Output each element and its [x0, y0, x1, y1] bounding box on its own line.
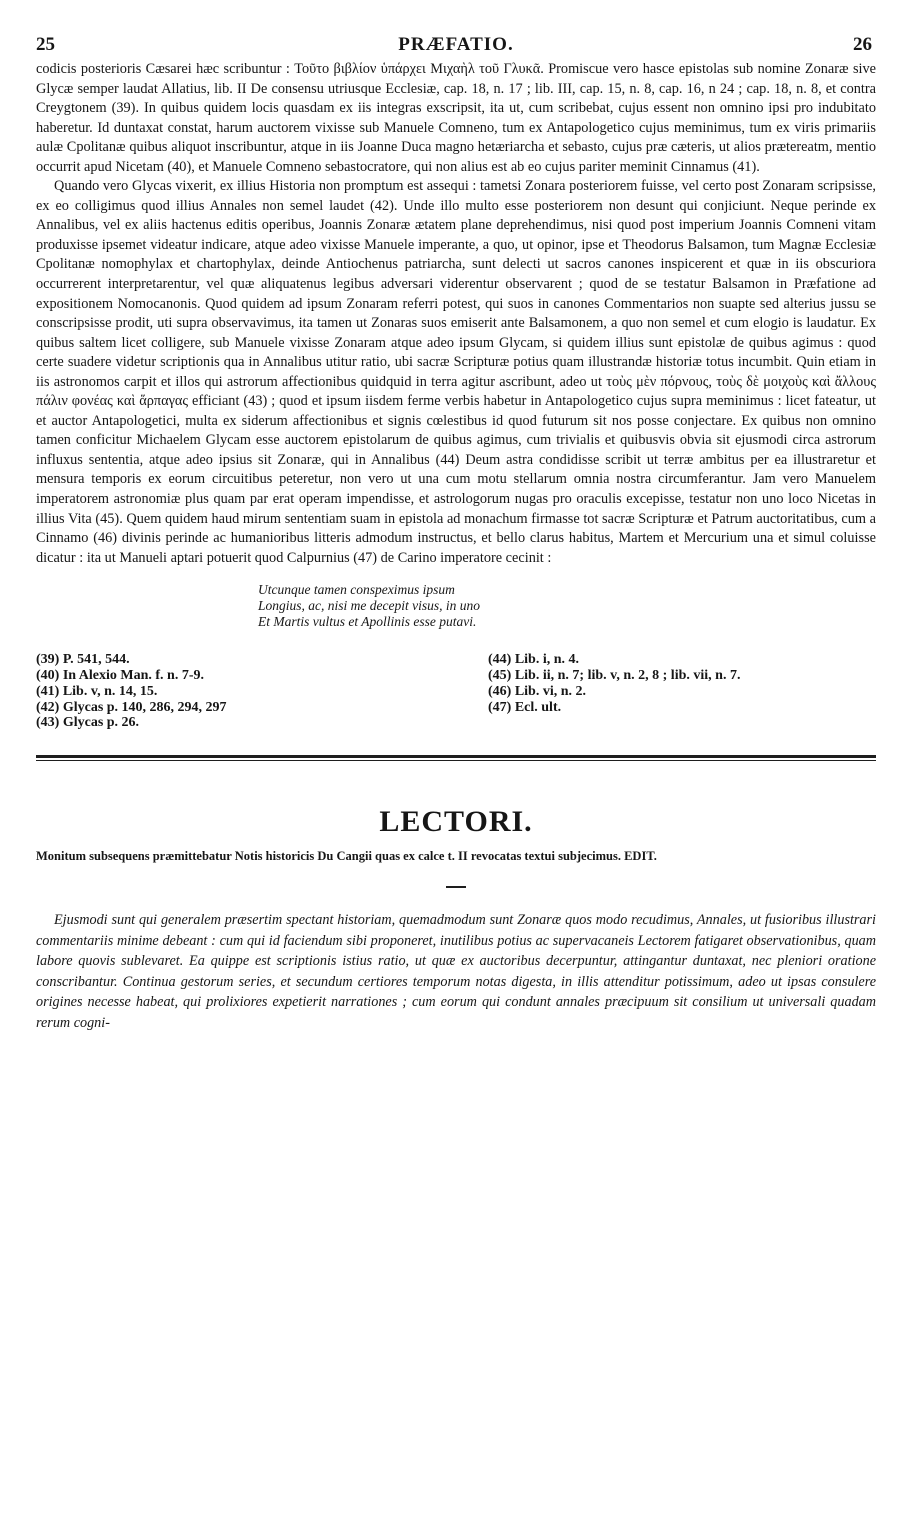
short-dash-divider	[446, 886, 466, 888]
page	[36, 32, 876, 1047]
section-divider	[36, 755, 876, 761]
footnote: (41) Lib. v, n. 14, 15.	[36, 683, 158, 699]
footnote: (45) Lib. ii, n. 7; lib. v, n. 2, 8 ; lib. vii, n. 7.	[488, 668, 741, 684]
footnote: (44) Lib. i, n. 4.	[488, 652, 580, 668]
paragraph-1: codicis posterioris Cæsarei hæc scribuntur : Τοῦτο βιβλίον ὑπάρχει Μιχαὴλ τοῦ Γλυκᾶ. Promiscue vero hasce epistolas sub nomine Zonaræ sive Glycæ semper laudat Allatius, lib. II De consensu utriusque Ecclesiæ, cap. 18, n. 17 ; lib. III, cap. 15, n. 8, cap. 16, n 24 ; cap. 18, n. 8, et contra Creygtonem (39). In quibus quidem locis quasdam ex iis integras exscripsit, ita ut, cum scribebat, cujus essent non omnino ipsi pro indubitato haberetur. Id duntaxat constat, harum auctorem vixisse sub Manuele Comneno, tum ex Antapologetico cujus meminimus, tum ex viris primariis aulæ Cpolitanæ quibus aliquot inscribuntur, atque in iis Joanne Duca magno hetæriarcha et sebasto, cujus præ cæteris, ut alios prætereatm, mentio occurrit apud Nicetam (40), et Manuele Comneno sebastocratore, qui non alius est ab eo cujus pariter meminit Cinnamus (41).	[36, 61, 876, 175]
footnotes	[36, 652, 876, 731]
footnote: (40) In Alexio Man. f. n. 7-9.	[36, 668, 204, 684]
verse-line: Et Martis vultus et Apollinis esse putavi.	[258, 614, 477, 630]
footnotes-right-column	[488, 652, 740, 731]
lectori-paragraph: Ejusmodi sunt qui generalem præsertim spectant historiam, quemadmodum sunt Zonaræ quos modo recudimus, Annales, ut fusioribus illustrari commentariis minime debeant : cum qui id faciendum sibi proponeret, inutilibus potius ac supervacaneis Lectorem fatigaret observationibus, quam labore quovis sublevaret. Ea quippe est scriptionis istius ratio, ut quæ ex auctoribus decerpuntur, attingantur duntaxat, nec pleniori oratione conscribantur. Continua gestorum series, et secundum certiores temporum notas digesta, in illis attenditur potissimum, adeo ut ipsas consulere origines necesse habeat, qui prolixiores expetierit narrationes ; cum eorum qui condunt annales præcipuum sit consilium ut universali quadam rerum cogni-	[36, 912, 876, 1031]
main-text	[36, 60, 876, 568]
page-number-left: 25	[36, 34, 55, 55]
paragraph-2: Quando vero Glycas vixerit, ex illius Historia non promptum est assequi : tametsi Zonara posteriorem fuisse, vel certo post Zonaram scripsisse, ex eo colligimus quod illius Annales non semel laudet (42). Unde illo multo esse posteriorem non desunt qui conjiciunt. Neque perinde ex Annalibus, vel ex aliis hactenus editis operibus, Joannis Zonaræ ætatem plane deprehendimus, nisi quod post imperium Joannis Comneni vitam produxisse ipsemet videatur indicare, atque adeo vixisse Manuele imperante, a quo, ut opinor, ipse et Theodorus Balsamon, tum Magnæ Ecclesiæ Cpolitanæ nomophylax et chartophylax, deinde Antiochenus patriarcha, sunt delecti ut sacros canones inspicerent et quæ in iis obscuriora occurrerent interpretarentur, vel quæ aliquatenus legibus adversari viderentur observarent ; quod de se testatur Balsamon in Præfatione ad expositionem Nomocanonis. Quod quidem ad ipsum Zonaram referri potest, qui suos in canones Commentarios non suapte sed alterius jussu se conscripsisse prodit, uti supra observavimus, ita tamen ut Zonaras suos emiserit ante Balsamonem, a quo non semel et cum elogio is laudatur. Ex quibus saltem licet colligere, sub Manuele vixisse Zonaram atque adeo ipsum Glycam, si quidem illius sunt epistolæ de quibus agimus : quod certe suadere videtur scriptionis qua in Annalibus utitur ratio, ubi sacræ Scripturæ potius quam illustrandæ historiæ totus incumbit. Quin etiam in iis astronomos carpit et illos qui astrorum affectionibus quidquid in terra agitur ascribunt, adeo ut τοὺς μὲν πόρνους, τοὺς δὲ μοιχοὺς καὶ ἄλλους πάλιν φονέας καὶ ἅρπαγας efficiant (43) ; quod et ipsum iisdem ferme verbis habetur in Antapologetico cujus supra meminimus : licet fateatur, ut et auctor Antapologetici, multa ex siderum affectionibus et signis cœlestibus id quod futurum sit nos posse conjectare. Ex quibus non omnino tamen conficitur Michaelem Glycam esse auctorem epistolarum de quibus agimus, cum trivialis et quibusvis obvia sit ejusmodi circa astrorum influxus sententia, atque adeo ipsius sit Zonaræ, qui in Annalibus (44) Deum astra condidisse scribit ut terræ ambitus per ea illustraretur et mensura temporis ex eorum circuitibus peteretur, non vero ut una cum motu stellarum omnia nostra circumferantur. Jam vero Manuelem imperatorem astronomiæ plus quam par erat operam impendisse, et astrologorum nugas pro oraculis excepisse, testatur non uno loco Nicetas in illius Vita (45). Quem quidem haud mirum sententiam suam in epistola ad monachum firmasse tot sacræ Scripturæ et Patrum auctoritatibus, cum a Cinnamo (46) divinis perinde ac humanioribus litteris admodum instructus, et bello clarus habitus, Martem et Mercurium una et simul coluisse dicatur : ita ut Manueli aptari potuerit quod Calpurnius (47) de Carino imperatore cecinit :	[36, 178, 876, 566]
page-number-right: 26	[853, 34, 872, 55]
editor-notice: Monitum subsequens præmittebatur Notis historicis Du Cangii quas ex calce t. II revocatas textui subjecimus. EDIT.	[36, 849, 657, 864]
footnote: (42) Glycas p. 140, 286, 294, 297	[36, 699, 227, 715]
verse-line: Longius, ac, nisi me decepit visus, in uno	[258, 598, 480, 614]
section-title: LECTORI.	[379, 805, 533, 839]
footnotes-left-column	[36, 652, 488, 731]
footnote: (47) Ecl. ult.	[488, 699, 562, 715]
verse-line: Utcunque tamen conspeximus ipsum	[258, 582, 455, 598]
footnote: (39) P. 541, 544.	[36, 652, 130, 668]
running-head	[36, 32, 876, 60]
footnote: (43) Glycas p. 26.	[36, 715, 140, 731]
verse-quotation	[258, 582, 876, 630]
running-title: PRÆFATIO.	[398, 34, 514, 55]
footnote: (46) Lib. vi, n. 2.	[488, 683, 587, 699]
